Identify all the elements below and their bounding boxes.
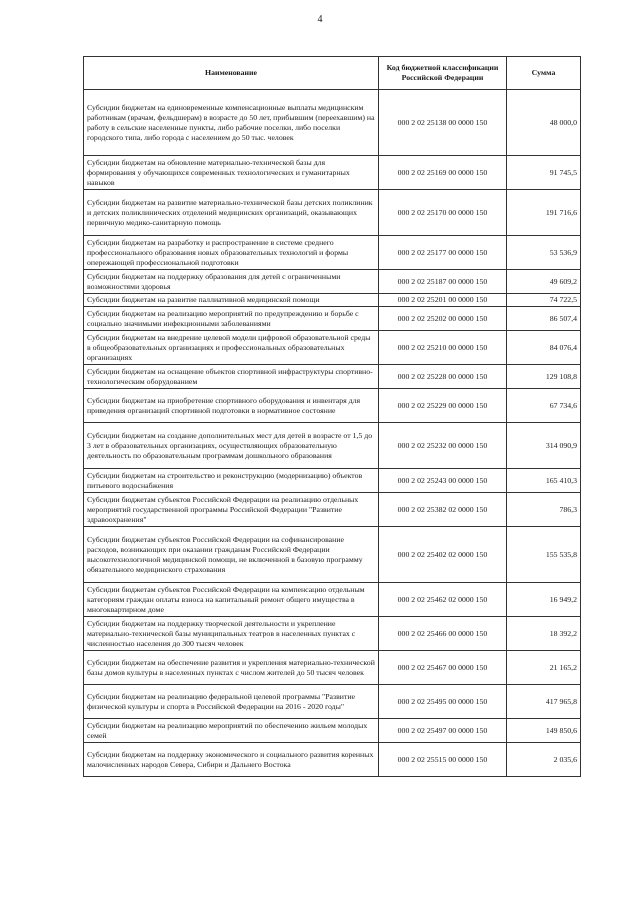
row-name: Субсидии бюджетам на реализацию мероприятий по обеспечению жильем молодых семей [84,719,379,743]
row-code: 000 2 02 25515 00 0000 150 [379,743,507,777]
table-row [84,469,581,493]
row-code: 000 2 02 25402 02 0000 150 [379,527,507,583]
row-sum: 84 076,4 [507,331,581,365]
table-row [84,90,581,156]
row-name: Субсидии бюджетам на внедрение целевой модели цифровой образовательной среды в общеобразовательных организациях и профессиональных образовательных организациях [84,331,379,365]
row-code: 000 2 02 25201 00 0000 150 [379,294,507,307]
row-sum: 2 035,6 [507,743,581,777]
table-row [84,685,581,719]
row-name: Субсидии бюджетам субъектов Российской Федерации на компенсацию отдельным категориям граждан оплаты взноса на капитальный ремонт общего имущества в многоквартирном доме [84,583,379,617]
header-sum: Сумма [507,57,581,90]
row-sum: 18 392,2 [507,617,581,651]
budget-table [83,56,581,777]
row-name: Субсидии бюджетам на поддержку творческой деятельности и укрепление материально-технической базы муниципальных театров в населенных пунктах с численностью населения до 300 тысяч человек [84,617,379,651]
table-row [84,389,581,423]
row-sum: 191 716,6 [507,190,581,236]
table-row [84,307,581,331]
row-code: 000 2 02 25462 02 0000 150 [379,583,507,617]
row-code: 000 2 02 25467 00 0000 150 [379,651,507,685]
table-row [84,236,581,270]
table-row [84,743,581,777]
row-name: Субсидии бюджетам на обеспечение развития и укрепления материально-технической базы домов культуры в населенных пунктах с числом жителей до 50 тысяч человек [84,651,379,685]
row-sum: 786,3 [507,493,581,527]
table-row [84,719,581,743]
row-sum: 16 949,2 [507,583,581,617]
page-number: 4 [317,14,323,25]
row-sum: 417 965,8 [507,685,581,719]
row-code: 000 2 02 25382 02 0000 150 [379,493,507,527]
row-name: Субсидии бюджетам на развитие материально-технической базы детских поликлиник и детских поликлинических отделений медицинских организаций, оказывающих первичную медико-санитарную помощь [84,190,379,236]
row-sum: 129 108,8 [507,365,581,389]
table-row [84,190,581,236]
row-code: 000 2 02 25202 00 0000 150 [379,307,507,331]
table-header-row [84,57,581,90]
row-sum: 165 410,3 [507,469,581,493]
table-row [84,270,581,294]
row-sum: 53 536,9 [507,236,581,270]
table-row [84,617,581,651]
row-code: 000 2 02 25243 00 0000 150 [379,469,507,493]
row-name: Субсидии бюджетам на обновление материально-технической базы для формирования у обучающихся современных технологических и гуманитарных навыков [84,156,379,190]
row-name: Субсидии бюджетам на строительство и реконструкцию (модернизацию) объектов питьевого водоснабжения [84,469,379,493]
row-name: Субсидии бюджетам на создание дополнительных мест для детей в возрасте от 1,5 до 3 лет в образовательных организациях, осуществляющих образовательную деятельность по образовательным программам дошкольного образования [84,423,379,469]
row-name: Субсидии бюджетам субъектов Российской Федерации на реализацию отдельных мероприятий государственной программы Российской Федерации "Развитие здравоохранения" [84,493,379,527]
table-row [84,294,581,307]
table-row [84,156,581,190]
row-code: 000 2 02 25466 00 0000 150 [379,617,507,651]
row-code: 000 2 02 25187 00 0000 150 [379,270,507,294]
row-code: 000 2 02 25138 00 0000 150 [379,90,507,156]
row-sum: 49 609,2 [507,270,581,294]
row-code: 000 2 02 25497 00 0000 150 [379,719,507,743]
header-name: Наименование [84,57,379,90]
row-name: Субсидии бюджетам на реализацию федеральной целевой программы "Развитие физической культуры и спорта в Российской Федерации на 2016 - 2020 годы" [84,685,379,719]
row-code: 000 2 02 25232 00 0000 150 [379,423,507,469]
row-name: Субсидии бюджетам на поддержку образования для детей с ограниченными возможностями здоровья [84,270,379,294]
row-code: 000 2 02 25170 00 0000 150 [379,190,507,236]
row-sum: 74 722,5 [507,294,581,307]
row-name: Субсидии бюджетам на оснащение объектов спортивной инфраструктуры спортивно-технологическим оборудованием [84,365,379,389]
table-row [84,331,581,365]
table-row [84,583,581,617]
table-row [84,651,581,685]
row-code: 000 2 02 25210 00 0000 150 [379,331,507,365]
row-code: 000 2 02 25228 00 0000 150 [379,365,507,389]
row-sum: 67 734,6 [507,389,581,423]
row-name: Субсидии бюджетам на реализацию мероприятий по предупреждению и борьбе с социально значимыми инфекционными заболеваниями [84,307,379,331]
row-code: 000 2 02 25229 00 0000 150 [379,389,507,423]
row-name: Субсидии бюджетам на разработку и распространение в системе среднего профессионального образования новых образовательных технологий и формы опережающей профессиональной подготовки [84,236,379,270]
table-row [84,365,581,389]
row-name: Субсидии бюджетам на поддержку экономического и социального развития коренных малочисленных народов Севера, Сибири и Дальнего Востока [84,743,379,777]
row-sum: 149 850,6 [507,719,581,743]
table-row [84,423,581,469]
row-sum: 48 000,0 [507,90,581,156]
row-sum: 314 090,9 [507,423,581,469]
row-name: Субсидии бюджетам на единовременные компенсационные выплаты медицинским работникам (врачам, фельдшерам) в возрасте до 50 лет, прибывшим (переехавшим) на работу в сельские населенные пункты, либо рабочие поселки, либо поселки городского типа, либо города с населением до 50 тыс. человек [84,90,379,156]
row-name: Субсидии бюджетам на приобретение спортивного оборудования и инвентаря для приведения организаций спортивной подготовки в нормативное состояние [84,389,379,423]
table-row [84,527,581,583]
row-code: 000 2 02 25495 00 0000 150 [379,685,507,719]
row-sum: 21 165,2 [507,651,581,685]
row-sum: 86 507,4 [507,307,581,331]
row-code: 000 2 02 25177 00 0000 150 [379,236,507,270]
row-name: Субсидии бюджетам субъектов Российской Федерации на софинансирование расходов, возникающих при оказании гражданам Российской Федерации высокотехнологичной медицинской помощи, не включенной в базовую программу обязательного медицинского страхования [84,527,379,583]
header-code: Код бюджетной классификации Российской Федерации [379,57,507,90]
table-row [84,493,581,527]
row-name: Субсидии бюджетам на развитие паллиативной медицинской помощи [84,294,379,307]
row-sum: 155 535,8 [507,527,581,583]
row-code: 000 2 02 25169 00 0000 150 [379,156,507,190]
row-sum: 91 745,5 [507,156,581,190]
